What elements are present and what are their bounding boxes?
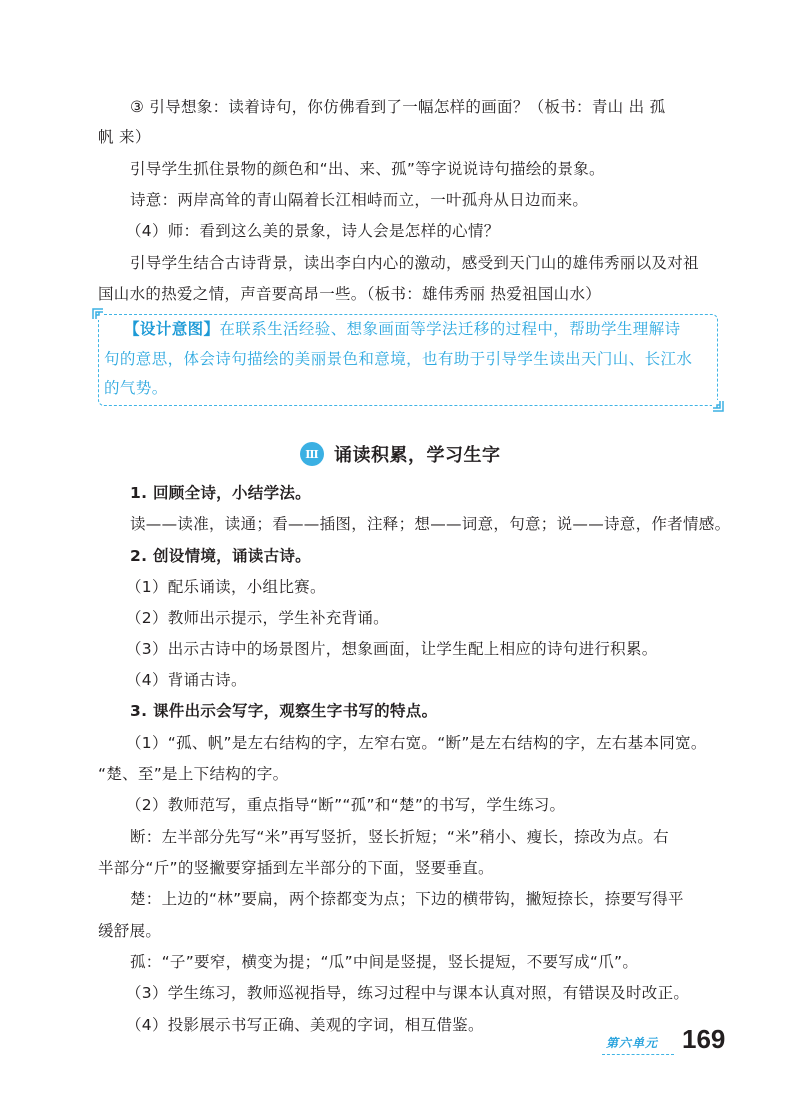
section-number-badge: Ⅲ bbox=[300, 442, 324, 466]
section-heading bbox=[300, 440, 501, 468]
design-intent-line: 的气势。 bbox=[104, 379, 168, 397]
text-line: 楚：上边的“林”要扁，两个捺都变为点；下边的横带钩，撇短捺长，捺要写得平 bbox=[130, 890, 684, 908]
text-line: 引导学生抓住景物的颜色和“出、来、孤”等字说说诗句描绘的景象。 bbox=[130, 160, 605, 178]
text-line: 断：左半部分先写“米”再写竖折，竖长折短；“米”稍小、瘦长，捺改为点。右 bbox=[130, 828, 669, 846]
design-intent-line bbox=[124, 318, 681, 340]
text-line: （3）学生练习，教师巡视指导，练习过程中与课本认真对照，有错误及时改正。 bbox=[126, 984, 690, 1002]
design-intent-line: 句的意思，体会诗句描绘的美丽景色和意境，也有助于引导学生读出天门山、长江水 bbox=[104, 350, 693, 368]
unit-label: 第六单元 bbox=[606, 1036, 659, 1050]
text-line: （2）教师范写，重点指导“断”“孤”和“楚”的书写，学生练习。 bbox=[126, 796, 566, 814]
text-line: 孤：“子”要窄，横变为提；“瓜”中间是竖提，竖长提短，不要写成“爪”。 bbox=[130, 953, 639, 971]
corner-ornament-icon bbox=[712, 400, 724, 412]
corner-ornament-icon bbox=[92, 308, 104, 320]
subheading: 1. 回顾全诗，小结学法。 bbox=[130, 484, 311, 502]
text-line: 帆 来） bbox=[98, 128, 151, 146]
page-number: 169 bbox=[682, 1024, 726, 1054]
text-line: 国山水的热爱之情，声音要高昂一些。（板书：雄伟秀丽 热爱祖国山水） bbox=[98, 285, 602, 303]
text-line: （3）出示古诗中的场景图片，想象画面，让学生配上相应的诗句进行积累。 bbox=[126, 640, 658, 658]
design-intent-text: 在联系生活经验、想象画面等学法迁移的过程中，帮助学生理解诗 bbox=[219, 320, 681, 338]
text-line: 引导学生结合古诗背景，读出李白内心的激动，感受到天门山的雄伟秀丽以及对祖 bbox=[130, 254, 699, 272]
text-line: 读——读准，读通；看——插图，注释；想——词意，句意；说——诗意，作者情感。 bbox=[130, 515, 731, 533]
text-line: 诗意：两岸高耸的青山隔着长江相峙而立，一叶孤舟从日边而来。 bbox=[130, 191, 589, 209]
text-line: （4）投影展示书写正确、美观的字词，相互借鉴。 bbox=[126, 1016, 484, 1034]
text-line: （1）配乐诵读，小组比赛。 bbox=[126, 578, 326, 596]
section-title: 诵读积累，学习生字 bbox=[334, 445, 501, 466]
text-line: “楚、至”是上下结构的字。 bbox=[98, 765, 289, 783]
text-line: （1）“孤、帆”是左右结构的字，左窄右宽。“断”是左右结构的字，左右基本同宽。 bbox=[126, 734, 707, 752]
design-intent-title: 【设计意图】 bbox=[124, 320, 220, 338]
unit-underline bbox=[602, 1054, 674, 1055]
text-line: 缓舒展。 bbox=[98, 922, 162, 940]
text-line: （4）背诵古诗。 bbox=[126, 671, 247, 689]
subheading: 2. 创设情境，诵读古诗。 bbox=[130, 547, 311, 565]
text-line: （2）教师出示提示，学生补充背诵。 bbox=[126, 609, 389, 627]
text-line: ③ 引导想象：读着诗句，你仿佛看到了一幅怎样的画面？（板书：青山 出 孤 bbox=[130, 98, 666, 116]
text-line: （4）师：看到这么美的景象，诗人会是怎样的心情？ bbox=[126, 222, 500, 240]
text-line: 半部分“斤”的竖撇要穿插到左半部分的下面，竖要垂直。 bbox=[98, 859, 494, 877]
subheading: 3. 课件出示会写字，观察生字书写的特点。 bbox=[130, 702, 438, 720]
